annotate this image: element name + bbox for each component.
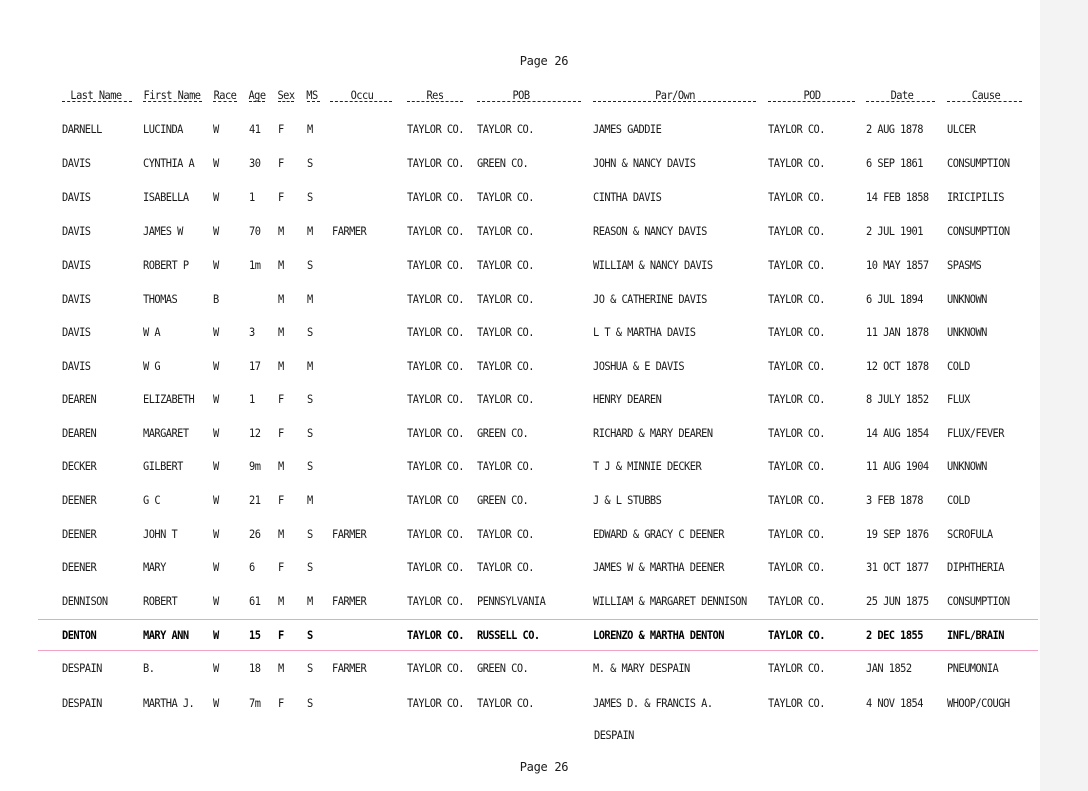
cell-cause: FLUX: [947, 392, 970, 406]
cell-last-name: DEENER: [62, 493, 97, 507]
cell-first-name: LUCINDA: [143, 122, 183, 136]
cell-sex: F: [278, 392, 284, 406]
cell-place-of-birth: TAYLOR CO.: [477, 122, 534, 136]
cell-last-name: DAVIS: [62, 156, 91, 170]
cell-first-name: B.: [143, 661, 155, 675]
cell-cause: COLD: [947, 493, 970, 507]
cell-residence: TAYLOR CO.: [407, 258, 464, 272]
cell-place-of-birth: TAYLOR CO.: [477, 527, 534, 541]
cell-first-name: MARY ANN: [143, 628, 189, 642]
cell-race: W: [213, 258, 219, 272]
cell-age: 3: [249, 325, 255, 339]
cell-place-of-death: TAYLOR CO.: [768, 527, 825, 541]
table-row: [0, 426, 1088, 442]
cell-occupation: FARMER: [332, 527, 367, 541]
cell-parents-owner: JOHN & NANCY DAVIS: [593, 156, 696, 170]
cell-place-of-death: TAYLOR CO.: [768, 325, 825, 339]
cell-parents-owner: JAMES W & MARTHA DEENER: [593, 560, 724, 574]
cell-first-name: CYNTHIA A: [143, 156, 195, 170]
cell-residence: TAYLOR CO.: [407, 224, 464, 238]
cell-residence: TAYLOR CO.: [407, 696, 464, 710]
cell-occupation: FARMER: [332, 594, 367, 608]
cell-first-name: MARGARET: [143, 426, 189, 440]
cell-marital-status: S: [307, 426, 313, 440]
cell-last-name: DAVIS: [62, 258, 91, 272]
cell-place-of-death: TAYLOR CO.: [768, 459, 825, 473]
cell-sex: M: [278, 594, 284, 608]
cell-parents-owner: M. & MARY DESPAIN: [593, 661, 690, 675]
cell-race: W: [213, 527, 219, 541]
cell-race: W: [213, 122, 219, 136]
table-row: [0, 560, 1088, 576]
cell-date: JAN 1852: [866, 661, 912, 675]
cell-first-name: ROBERT: [143, 594, 178, 608]
cell-last-name: DAVIS: [62, 190, 91, 204]
cell-cause: CONSUMPTION: [947, 594, 1010, 608]
col-header-cause: Cause: [971, 88, 1001, 102]
cell-place-of-birth: TAYLOR CO.: [477, 325, 534, 339]
cell-race: W: [213, 696, 219, 710]
cell-last-name: DESPAIN: [62, 696, 102, 710]
cell-marital-status: S: [307, 258, 313, 272]
col-header-race: Race: [213, 88, 237, 102]
table-row: [0, 359, 1088, 375]
cell-place-of-death: TAYLOR CO.: [768, 392, 825, 406]
cell-date: 11 AUG 1904: [866, 459, 929, 473]
cell-residence: TAYLOR CO.: [407, 156, 464, 170]
cell-residence: TAYLOR CO.: [407, 594, 464, 608]
cell-cause: PNEUMONIA: [947, 661, 999, 675]
cell-age: 26: [249, 527, 261, 541]
cell-age: 61: [249, 594, 261, 608]
cell-last-name: DAVIS: [62, 292, 91, 306]
cell-date: 10 MAY 1857: [866, 258, 929, 272]
col-header-place-of-death: POD: [803, 88, 821, 102]
cell-marital-status: S: [307, 628, 313, 642]
cell-age: 21: [249, 493, 261, 507]
cell-first-name: THOMAS: [143, 292, 178, 306]
cell-first-name: W A: [143, 325, 161, 339]
cell-age: 12: [249, 426, 261, 440]
cell-sex: F: [278, 426, 284, 440]
cell-last-name: DEENER: [62, 560, 97, 574]
cell-cause: DIPHTHERIA: [947, 560, 1004, 574]
cell-sex: F: [278, 190, 284, 204]
cell-place-of-birth: GREEN CO.: [477, 156, 529, 170]
cell-place-of-birth: TAYLOR CO.: [477, 696, 534, 710]
cell-race: W: [213, 661, 219, 675]
cell-parents-owner: JAMES D. & FRANCIS A.: [593, 696, 713, 710]
col-header-last-name: Last Name: [70, 88, 122, 102]
cell-age: 1m: [249, 258, 261, 272]
col-underline-place-of-birth: [477, 101, 581, 102]
cell-parents-owner: T J & MINNIE DECKER: [593, 459, 702, 473]
table-row: [0, 224, 1088, 240]
cell-age: 1: [249, 190, 255, 204]
cell-place-of-death: TAYLOR CO.: [768, 190, 825, 204]
cell-marital-status: M: [307, 359, 313, 373]
page-number-bottom: Page 26: [519, 760, 569, 774]
cell-date: 14 AUG 1854: [866, 426, 929, 440]
cell-place-of-birth: TAYLOR CO.: [477, 359, 534, 373]
cell-race: W: [213, 224, 219, 238]
cell-first-name: MARY: [143, 560, 166, 574]
cell-sex: F: [278, 560, 284, 574]
col-underline-place-of-death: [768, 101, 855, 102]
cell-last-name: DENNISON: [62, 594, 108, 608]
col-header-date: Date: [890, 88, 914, 102]
cell-marital-status: M: [307, 594, 313, 608]
cell-sex: F: [278, 122, 284, 136]
cell-sex: M: [278, 325, 284, 339]
cell-race: W: [213, 325, 219, 339]
cell-first-name: ELIZABETH: [143, 392, 195, 406]
cell-last-name: DESPAIN: [62, 661, 102, 675]
cell-last-name: DEAREN: [62, 392, 97, 406]
col-header-place-of-birth: POB: [512, 88, 530, 102]
cell-date: 6 SEP 1861: [866, 156, 923, 170]
col-header-first-name: First Name: [143, 88, 201, 102]
cell-place-of-birth: TAYLOR CO.: [477, 560, 534, 574]
cell-date: 19 SEP 1876: [866, 527, 929, 541]
cell-sex: F: [278, 628, 284, 642]
table-row: [0, 190, 1088, 206]
cell-place-of-birth: TAYLOR CO.: [477, 292, 534, 306]
cell-residence: TAYLOR CO.: [407, 527, 464, 541]
cell-last-name: DARNELL: [62, 122, 102, 136]
cell-cause: WHOOP/COUGH: [947, 696, 1010, 710]
cell-first-name: W G: [143, 359, 161, 373]
cell-residence: TAYLOR CO.: [407, 292, 464, 306]
cell-date: 2 DEC 1855: [866, 628, 923, 642]
cell-cause: UNKNOWN: [947, 292, 987, 306]
cell-parents-owner: LORENZO & MARTHA DENTON: [593, 628, 724, 642]
cell-residence: TAYLOR CO.: [407, 560, 464, 574]
cell-place-of-death: TAYLOR CO.: [768, 594, 825, 608]
cell-age: 15: [249, 628, 261, 642]
cell-marital-status: S: [307, 190, 313, 204]
cell-sex: M: [278, 292, 284, 306]
cell-first-name: GILBERT: [143, 459, 183, 473]
cell-residence: TAYLOR CO.: [407, 426, 464, 440]
cell-place-of-birth: TAYLOR CO.: [477, 392, 534, 406]
cell-residence: TAYLOR CO.: [407, 661, 464, 675]
cell-date: 4 NOV 1854: [866, 696, 923, 710]
page-number-top: Page 26: [519, 54, 569, 68]
cell-place-of-birth: PENNSYLVANIA: [477, 594, 546, 608]
col-header-sex: Sex: [277, 88, 295, 102]
cell-place-of-birth: GREEN CO.: [477, 661, 529, 675]
cell-race: W: [213, 392, 219, 406]
cell-place-of-birth: TAYLOR CO.: [477, 459, 534, 473]
cell-age: 17: [249, 359, 261, 373]
cell-race: W: [213, 156, 219, 170]
cell-place-of-death: TAYLOR CO.: [768, 224, 825, 238]
cell-occupation: FARMER: [332, 224, 367, 238]
cell-marital-status: S: [307, 560, 313, 574]
cell-parents-owner: CINTHA DAVIS: [593, 190, 662, 204]
highlight-line-bottom: [38, 650, 1038, 651]
cell-last-name: DAVIS: [62, 359, 91, 373]
cell-occupation: FARMER: [332, 661, 367, 675]
cell-race: W: [213, 359, 219, 373]
cell-place-of-death: TAYLOR CO.: [768, 258, 825, 272]
cell-parents-owner: J & L STUBBS: [593, 493, 662, 507]
col-header-parents-owner: Par/Own: [655, 88, 695, 102]
col-underline-cause: [947, 101, 1022, 102]
cell-cause: INFL/BRAIN: [947, 628, 1004, 642]
cell-cause: CONSUMPTION: [947, 224, 1010, 238]
table-row: [0, 661, 1088, 677]
col-header-age: Age: [248, 88, 266, 102]
cell-age: 6: [249, 560, 255, 574]
cell-date: 2 JUL 1901: [866, 224, 923, 238]
cell-race: W: [213, 190, 219, 204]
cell-first-name: MARTHA J.: [143, 696, 195, 710]
row-continuation-text: DESPAIN: [594, 728, 634, 742]
cell-age: 1: [249, 392, 255, 406]
cell-place-of-death: TAYLOR CO.: [768, 560, 825, 574]
cell-sex: M: [278, 661, 284, 675]
cell-place-of-birth: RUSSELL CO.: [477, 628, 540, 642]
col-header-marital-status: MS: [306, 88, 318, 102]
cell-marital-status: S: [307, 459, 313, 473]
cell-marital-status: S: [307, 696, 313, 710]
cell-last-name: DAVIS: [62, 325, 91, 339]
cell-race: B: [213, 292, 219, 306]
cell-parents-owner: JO & CATHERINE DAVIS: [593, 292, 707, 306]
cell-sex: M: [278, 527, 284, 541]
cell-residence: TAYLOR CO.: [407, 122, 464, 136]
cell-date: 25 JUN 1875: [866, 594, 929, 608]
cell-race: W: [213, 560, 219, 574]
cell-last-name: DECKER: [62, 459, 97, 473]
cell-residence: TAYLOR CO: [407, 493, 459, 507]
cell-marital-status: M: [307, 292, 313, 306]
cell-place-of-death: TAYLOR CO.: [768, 122, 825, 136]
cell-cause: COLD: [947, 359, 970, 373]
cell-marital-status: M: [307, 493, 313, 507]
cell-last-name: DEAREN: [62, 426, 97, 440]
col-header-residence: Res: [426, 88, 444, 102]
cell-place-of-death: TAYLOR CO.: [768, 661, 825, 675]
cell-last-name: DEENER: [62, 527, 97, 541]
cell-race: W: [213, 493, 219, 507]
cell-age: 41: [249, 122, 261, 136]
cell-marital-status: S: [307, 325, 313, 339]
cell-date: 31 OCT 1877: [866, 560, 929, 574]
cell-date: 11 JAN 1878: [866, 325, 929, 339]
col-underline-date: [866, 101, 935, 102]
cell-cause: UNKNOWN: [947, 459, 987, 473]
cell-date: 12 OCT 1878: [866, 359, 929, 373]
col-header-occupation: Occu: [350, 88, 374, 102]
cell-sex: F: [278, 493, 284, 507]
cell-first-name: ISABELLA: [143, 190, 189, 204]
cell-place-of-birth: TAYLOR CO.: [477, 190, 534, 204]
cell-last-name: DENTON: [62, 628, 97, 642]
cell-parents-owner: JAMES GADDIE: [593, 122, 662, 136]
cell-date: 3 FEB 1878: [866, 493, 923, 507]
cell-first-name: JOHN T: [143, 527, 178, 541]
table-row: [0, 459, 1088, 475]
cell-cause: FLUX/FEVER: [947, 426, 1004, 440]
cell-residence: TAYLOR CO.: [407, 392, 464, 406]
cell-first-name: JAMES W: [143, 224, 183, 238]
cell-place-of-birth: GREEN CO.: [477, 426, 529, 440]
cell-age: 7m: [249, 696, 261, 710]
cell-parents-owner: RICHARD & MARY DEAREN: [593, 426, 713, 440]
cell-first-name: G C: [143, 493, 161, 507]
cell-residence: TAYLOR CO.: [407, 359, 464, 373]
cell-sex: M: [278, 224, 284, 238]
cell-sex: F: [278, 696, 284, 710]
cell-place-of-birth: TAYLOR CO.: [477, 258, 534, 272]
col-underline-parents-owner: [593, 101, 756, 102]
table-row-highlighted: [0, 628, 1088, 644]
cell-parents-owner: WILLIAM & MARGARET DENNISON: [593, 594, 747, 608]
cell-date: 8 JULY 1852: [866, 392, 929, 406]
cell-place-of-birth: TAYLOR CO.: [477, 224, 534, 238]
cell-first-name: ROBERT P: [143, 258, 189, 272]
cell-marital-status: S: [307, 392, 313, 406]
cell-place-of-death: TAYLOR CO.: [768, 493, 825, 507]
cell-parents-owner: WILLIAM & NANCY DAVIS: [593, 258, 713, 272]
cell-race: W: [213, 628, 219, 642]
cell-cause: IRICIPILIS: [947, 190, 1004, 204]
cell-cause: SPASMS: [947, 258, 982, 272]
cell-sex: M: [278, 359, 284, 373]
table-row: [0, 527, 1088, 543]
cell-residence: TAYLOR CO.: [407, 628, 464, 642]
table-row: [0, 292, 1088, 308]
table-row: [0, 392, 1088, 408]
cell-sex: M: [278, 258, 284, 272]
cell-residence: TAYLOR CO.: [407, 190, 464, 204]
cell-cause: SCROFULA: [947, 527, 993, 541]
cell-age: 9m: [249, 459, 261, 473]
cell-place-of-death: TAYLOR CO.: [768, 292, 825, 306]
cell-parents-owner: HENRY DEAREN: [593, 392, 662, 406]
highlight-line-top: [38, 619, 1038, 620]
cell-marital-status: M: [307, 122, 313, 136]
cell-race: W: [213, 459, 219, 473]
cell-sex: M: [278, 459, 284, 473]
cell-cause: CONSUMPTION: [947, 156, 1010, 170]
cell-cause: UNKNOWN: [947, 325, 987, 339]
table-row: [0, 325, 1088, 341]
cell-marital-status: S: [307, 527, 313, 541]
cell-place-of-death: TAYLOR CO.: [768, 628, 825, 642]
cell-last-name: DAVIS: [62, 224, 91, 238]
cell-marital-status: S: [307, 661, 313, 675]
table-row: [0, 594, 1088, 610]
table-row: [0, 156, 1088, 172]
table-row: [0, 696, 1088, 712]
cell-place-of-death: TAYLOR CO.: [768, 426, 825, 440]
cell-marital-status: S: [307, 156, 313, 170]
cell-date: 6 JUL 1894: [866, 292, 923, 306]
cell-sex: F: [278, 156, 284, 170]
cell-age: 18: [249, 661, 261, 675]
table-row: [0, 493, 1088, 509]
cell-place-of-death: TAYLOR CO.: [768, 359, 825, 373]
cell-place-of-death: TAYLOR CO.: [768, 156, 825, 170]
cell-residence: TAYLOR CO.: [407, 459, 464, 473]
cell-date: 2 AUG 1878: [866, 122, 923, 136]
cell-age: 70: [249, 224, 261, 238]
cell-parents-owner: L T & MARTHA DAVIS: [593, 325, 696, 339]
cell-age: 30: [249, 156, 261, 170]
table-row: [0, 258, 1088, 274]
cell-parents-owner: REASON & NANCY DAVIS: [593, 224, 707, 238]
table-row: [0, 122, 1088, 138]
col-underline-residence: [407, 101, 463, 102]
cell-place-of-birth: GREEN CO.: [477, 493, 529, 507]
cell-residence: TAYLOR CO.: [407, 325, 464, 339]
cell-marital-status: M: [307, 224, 313, 238]
cell-cause: ULCER: [947, 122, 976, 136]
cell-date: 14 FEB 1858: [866, 190, 929, 204]
cell-parents-owner: JOSHUA & E DAVIS: [593, 359, 685, 373]
cell-parents-owner: EDWARD & GRACY C DEENER: [593, 527, 724, 541]
cell-race: W: [213, 594, 219, 608]
cell-race: W: [213, 426, 219, 440]
cell-place-of-death: TAYLOR CO.: [768, 696, 825, 710]
